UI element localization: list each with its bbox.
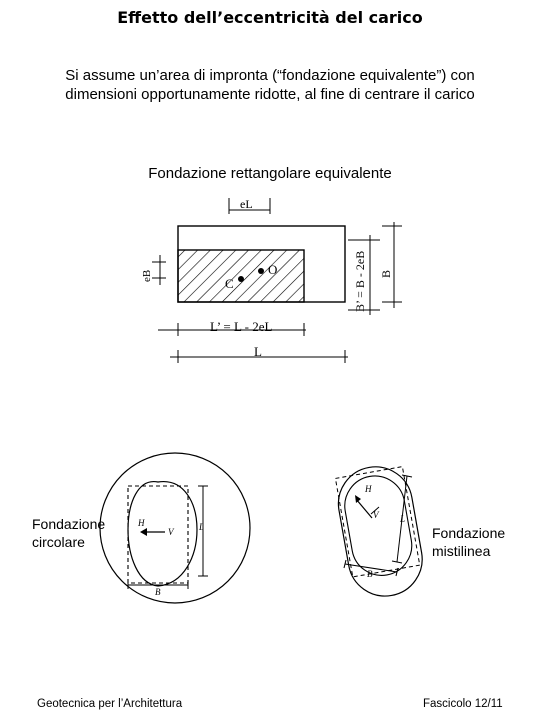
label-V-mixed: V bbox=[373, 510, 379, 520]
label-B: B bbox=[379, 269, 393, 278]
footer-page: Fascicolo 12/11 bbox=[423, 698, 503, 710]
label-L-prime: L’ = L - 2eL bbox=[210, 319, 273, 334]
page-title: Effetto dell’eccentricità del carico bbox=[117, 8, 423, 27]
label-C: C bbox=[225, 276, 234, 291]
label-V-circular: V bbox=[168, 527, 174, 537]
mixed-foundation-diagram bbox=[325, 462, 430, 602]
label-B-mixed: B bbox=[367, 569, 373, 579]
label-O: O bbox=[268, 262, 278, 277]
label-eB: eB bbox=[141, 269, 153, 282]
label-L-mixed: L bbox=[400, 514, 406, 524]
circular-caption-line-1: Fondazione bbox=[32, 516, 106, 532]
intro-line-1: Si assume un’area di impronta (“fondazione equivalente”) con bbox=[65, 67, 475, 84]
circular-foundation-diagram bbox=[100, 462, 260, 607]
label-B-prime: B’ = B - 2eB bbox=[353, 250, 367, 312]
footer-course: Geotecnica per l’Architettura bbox=[37, 698, 183, 710]
load-point bbox=[258, 268, 264, 274]
rect-foundation-diagram bbox=[130, 190, 420, 370]
label-B-circular: B bbox=[155, 587, 161, 597]
label-H-circular: H bbox=[138, 518, 145, 528]
circular-caption-line-2: circolare bbox=[32, 534, 85, 550]
label-eL: eL bbox=[240, 197, 253, 211]
label-L-circular: L bbox=[199, 522, 205, 532]
rect-figure-subtitle: Fondazione rettangolare equivalente bbox=[148, 165, 392, 182]
mixed-caption-line-2: mistilinea bbox=[432, 543, 491, 559]
label-L: L bbox=[254, 344, 262, 359]
intro-line-2: dimensioni opportunamente ridotte, al fine di centrare il carico bbox=[65, 86, 475, 103]
mixed-caption-line-1: Fondazione bbox=[432, 525, 506, 541]
centroid-point bbox=[238, 276, 244, 282]
label-H-mixed: H bbox=[365, 484, 372, 494]
